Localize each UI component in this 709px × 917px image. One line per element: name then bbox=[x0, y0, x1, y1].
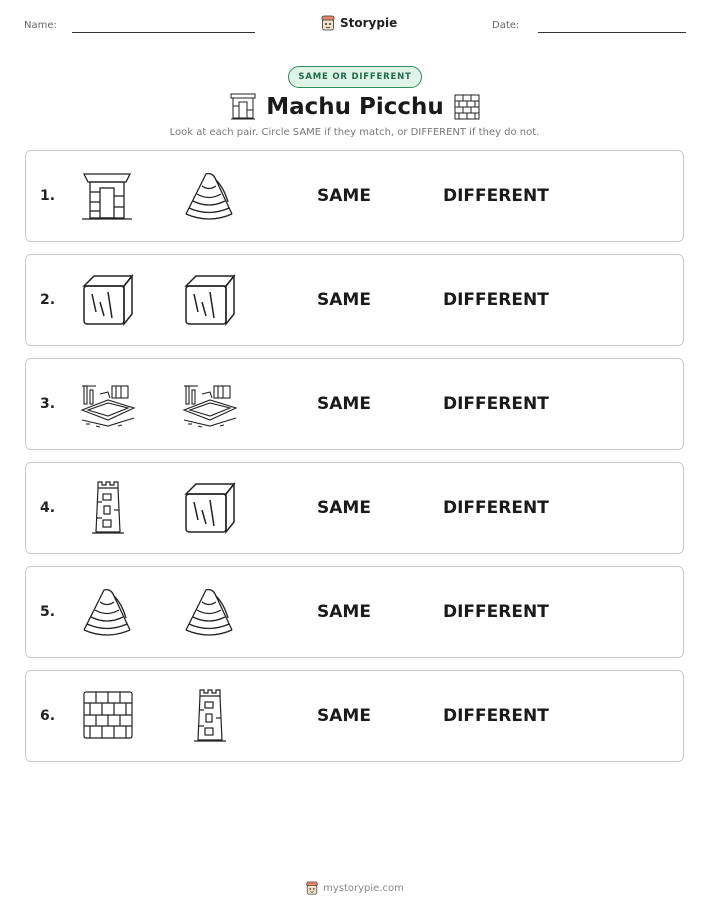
same-option[interactable]: SAME bbox=[317, 602, 371, 622]
tower-icon bbox=[180, 688, 238, 744]
storypie-logo-icon bbox=[305, 881, 319, 896]
question-number: 5. bbox=[40, 604, 56, 620]
question-number: 3. bbox=[40, 396, 56, 412]
different-option[interactable]: DIFFERENT bbox=[443, 498, 549, 518]
same-option[interactable]: SAME bbox=[317, 498, 371, 518]
ruins-plaza-icon bbox=[78, 376, 136, 432]
same-option[interactable]: SAME bbox=[317, 290, 371, 310]
terraces-icon bbox=[78, 584, 136, 640]
question-row-3 bbox=[25, 358, 684, 450]
question-row-2 bbox=[25, 254, 684, 346]
question-number: 6. bbox=[40, 708, 56, 724]
tower-icon bbox=[78, 480, 136, 536]
different-option[interactable]: DIFFERENT bbox=[443, 290, 549, 310]
question-row-4 bbox=[25, 462, 684, 554]
title-row bbox=[0, 92, 709, 122]
name-label: Name: bbox=[24, 20, 57, 31]
brand-name: Storypie bbox=[340, 16, 398, 30]
doorway-icon bbox=[78, 168, 136, 224]
storypie-logo-icon bbox=[320, 15, 336, 32]
different-option[interactable]: DIFFERENT bbox=[443, 394, 549, 414]
date-line[interactable] bbox=[538, 32, 686, 33]
brand bbox=[320, 12, 397, 34]
question-row-1 bbox=[25, 150, 684, 242]
same-option[interactable]: SAME bbox=[317, 706, 371, 726]
question-number: 1. bbox=[40, 188, 56, 204]
same-option[interactable]: SAME bbox=[317, 186, 371, 206]
footer bbox=[0, 879, 709, 897]
question-row-5 bbox=[25, 566, 684, 658]
question-number: 2. bbox=[40, 292, 56, 308]
instructions: Look at each pair. Circle SAME if they match, or DIFFERENT if they do not. bbox=[169, 127, 540, 138]
question-row-6 bbox=[25, 670, 684, 762]
terraces-icon bbox=[180, 584, 238, 640]
terraces-icon bbox=[180, 168, 238, 224]
stone-block-icon bbox=[180, 480, 238, 536]
question-number: 4. bbox=[40, 500, 56, 516]
activity-badge: SAME OR DIFFERENT bbox=[288, 66, 422, 88]
different-option[interactable]: DIFFERENT bbox=[443, 706, 549, 726]
stone-block-icon bbox=[78, 272, 136, 328]
date-label: Date: bbox=[492, 20, 520, 31]
stone-wall-icon bbox=[78, 688, 136, 744]
different-option[interactable]: DIFFERENT bbox=[443, 186, 549, 206]
stone-wall-icon bbox=[453, 92, 481, 122]
different-option[interactable]: DIFFERENT bbox=[443, 602, 549, 622]
page-title: Machu Picchu bbox=[266, 94, 444, 120]
name-line[interactable] bbox=[72, 32, 255, 33]
same-option[interactable]: SAME bbox=[317, 394, 371, 414]
stone-block-icon bbox=[180, 272, 238, 328]
ruins-plaza-icon bbox=[180, 376, 238, 432]
footer-url[interactable]: mystorypie.com bbox=[323, 882, 404, 894]
